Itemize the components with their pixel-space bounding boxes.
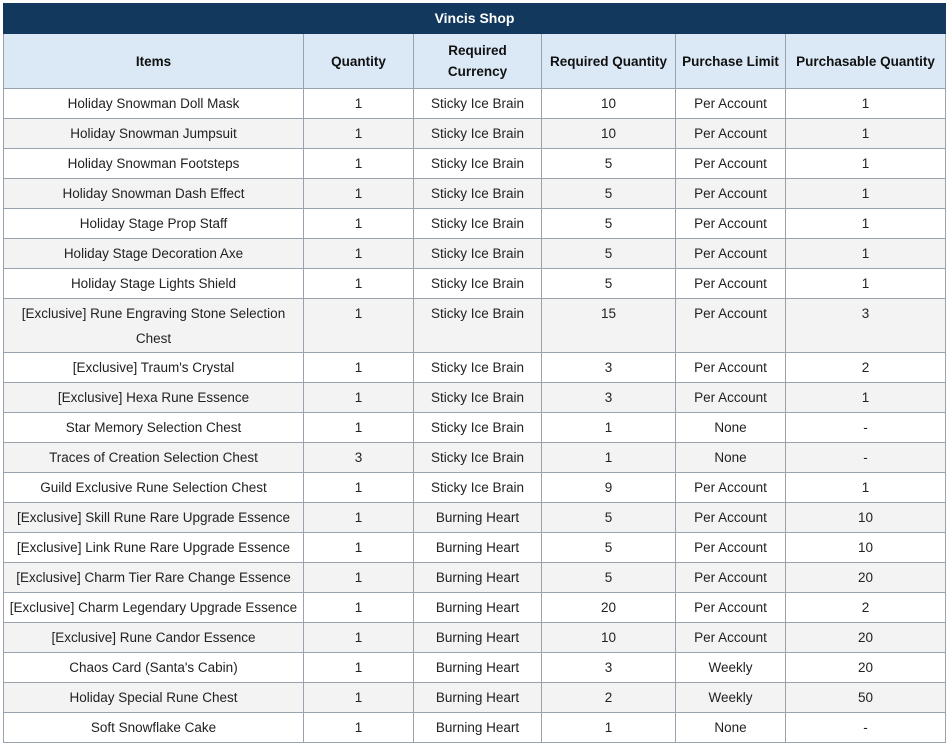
purchase-limit-cell: Per Account bbox=[676, 299, 786, 353]
required-currency-cell: Burning Heart bbox=[414, 503, 542, 533]
item-name-cell: [Exclusive] Traum's Crystal bbox=[4, 353, 304, 383]
purchase-limit-cell: Per Account bbox=[676, 383, 786, 413]
item-name-cell: [Exclusive] Charm Tier Rare Change Essence bbox=[4, 563, 304, 593]
header-required-currency: Required Currency bbox=[414, 34, 542, 89]
table-row bbox=[4, 299, 946, 353]
header-quantity: Quantity bbox=[304, 34, 414, 89]
purchasable-quantity-cell: 20 bbox=[786, 653, 946, 683]
item-name-cell: Chaos Card (Santa's Cabin) bbox=[4, 653, 304, 683]
item-quantity-cell: 1 bbox=[304, 119, 414, 149]
required-quantity-cell: 15 bbox=[542, 299, 676, 353]
table-row bbox=[4, 209, 946, 239]
purchase-limit-cell: Per Account bbox=[676, 149, 786, 179]
required-currency-cell: Burning Heart bbox=[414, 653, 542, 683]
required-quantity-cell: 5 bbox=[542, 149, 676, 179]
required-quantity-cell: 2 bbox=[542, 683, 676, 713]
purchasable-quantity-cell: 2 bbox=[786, 593, 946, 623]
table-row bbox=[4, 593, 946, 623]
purchase-limit-cell: Per Account bbox=[676, 119, 786, 149]
purchase-limit-cell: Weekly bbox=[676, 683, 786, 713]
purchase-limit-cell: Weekly bbox=[676, 653, 786, 683]
item-quantity-cell: 1 bbox=[304, 683, 414, 713]
purchasable-quantity-cell: 1 bbox=[786, 179, 946, 209]
required-quantity-cell: 3 bbox=[542, 653, 676, 683]
item-name-cell: Holiday Stage Lights Shield bbox=[4, 269, 304, 299]
header-required-quantity: Required Quantity bbox=[542, 34, 676, 89]
table-body bbox=[4, 89, 946, 743]
purchase-limit-cell: Per Account bbox=[676, 269, 786, 299]
required-quantity-cell: 5 bbox=[542, 503, 676, 533]
table-row bbox=[4, 623, 946, 653]
purchasable-quantity-cell: 1 bbox=[786, 269, 946, 299]
item-name-cell: [Exclusive] Link Rune Rare Upgrade Essence bbox=[4, 533, 304, 563]
item-quantity-cell: 1 bbox=[304, 563, 414, 593]
purchasable-quantity-cell: 1 bbox=[786, 119, 946, 149]
item-name-cell: Star Memory Selection Chest bbox=[4, 413, 304, 443]
table-title: Vincis Shop bbox=[4, 4, 946, 34]
required-currency-cell: Sticky Ice Brain bbox=[414, 383, 542, 413]
purchasable-quantity-cell: 10 bbox=[786, 533, 946, 563]
item-name-cell: [Exclusive] Charm Legendary Upgrade Essence bbox=[4, 593, 304, 623]
purchasable-quantity-cell: 3 bbox=[786, 299, 946, 353]
required-currency-cell: Sticky Ice Brain bbox=[414, 179, 542, 209]
item-quantity-cell: 1 bbox=[304, 533, 414, 563]
item-name-cell: Guild Exclusive Rune Selection Chest bbox=[4, 473, 304, 503]
item-quantity-cell: 3 bbox=[304, 443, 414, 473]
purchasable-quantity-cell: 1 bbox=[786, 383, 946, 413]
table-row bbox=[4, 149, 946, 179]
item-name-cell: Traces of Creation Selection Chest bbox=[4, 443, 304, 473]
item-quantity-cell: 1 bbox=[304, 713, 414, 743]
required-quantity-cell: 5 bbox=[542, 239, 676, 269]
required-quantity-cell: 5 bbox=[542, 179, 676, 209]
required-currency-cell: Burning Heart bbox=[414, 683, 542, 713]
table-row bbox=[4, 383, 946, 413]
required-quantity-cell: 1 bbox=[542, 713, 676, 743]
required-currency-cell: Sticky Ice Brain bbox=[414, 443, 542, 473]
purchase-limit-cell: Per Account bbox=[676, 473, 786, 503]
purchase-limit-cell: Per Account bbox=[676, 179, 786, 209]
purchasable-quantity-cell: 20 bbox=[786, 623, 946, 653]
purchasable-quantity-cell: 1 bbox=[786, 209, 946, 239]
required-quantity-cell: 5 bbox=[542, 269, 676, 299]
header-items: Items bbox=[4, 34, 304, 89]
purchase-limit-cell: Per Account bbox=[676, 593, 786, 623]
purchase-limit-cell: Per Account bbox=[676, 89, 786, 119]
item-name-cell: Holiday Stage Prop Staff bbox=[4, 209, 304, 239]
required-currency-cell: Sticky Ice Brain bbox=[414, 413, 542, 443]
required-quantity-cell: 5 bbox=[542, 563, 676, 593]
item-quantity-cell: 1 bbox=[304, 383, 414, 413]
item-name-cell: Soft Snowflake Cake bbox=[4, 713, 304, 743]
required-currency-cell: Sticky Ice Brain bbox=[414, 353, 542, 383]
header-purchase-limit: Purchase Limit bbox=[676, 34, 786, 89]
purchase-limit-cell: Per Account bbox=[676, 563, 786, 593]
item-name-cell: Holiday Special Rune Chest bbox=[4, 683, 304, 713]
item-name-cell: [Exclusive] Skill Rune Rare Upgrade Essence bbox=[4, 503, 304, 533]
required-quantity-cell: 20 bbox=[542, 593, 676, 623]
table-row bbox=[4, 269, 946, 299]
required-currency-cell: Burning Heart bbox=[414, 623, 542, 653]
vincis-shop-table bbox=[3, 3, 946, 743]
required-currency-cell: Sticky Ice Brain bbox=[414, 473, 542, 503]
purchasable-quantity-cell: 50 bbox=[786, 683, 946, 713]
item-name-cell: [Exclusive] Rune Candor Essence bbox=[4, 623, 304, 653]
purchasable-quantity-cell: 10 bbox=[786, 503, 946, 533]
purchase-limit-cell: Per Account bbox=[676, 623, 786, 653]
item-quantity-cell: 1 bbox=[304, 413, 414, 443]
purchasable-quantity-cell: - bbox=[786, 713, 946, 743]
required-quantity-cell: 10 bbox=[542, 119, 676, 149]
purchasable-quantity-cell: - bbox=[786, 443, 946, 473]
purchase-limit-cell: None bbox=[676, 443, 786, 473]
required-quantity-cell: 5 bbox=[542, 533, 676, 563]
item-quantity-cell: 1 bbox=[304, 179, 414, 209]
purchasable-quantity-cell: 1 bbox=[786, 149, 946, 179]
required-currency-cell: Sticky Ice Brain bbox=[414, 89, 542, 119]
table-row bbox=[4, 473, 946, 503]
purchase-limit-cell: Per Account bbox=[676, 503, 786, 533]
item-quantity-cell: 1 bbox=[304, 239, 414, 269]
required-quantity-cell: 1 bbox=[542, 413, 676, 443]
purchasable-quantity-cell: 1 bbox=[786, 473, 946, 503]
item-name-cell: Holiday Snowman Doll Mask bbox=[4, 89, 304, 119]
table-row bbox=[4, 533, 946, 563]
table-row bbox=[4, 653, 946, 683]
item-quantity-cell: 1 bbox=[304, 623, 414, 653]
required-currency-cell: Sticky Ice Brain bbox=[414, 209, 542, 239]
required-quantity-cell: 9 bbox=[542, 473, 676, 503]
required-currency-cell: Sticky Ice Brain bbox=[414, 239, 542, 269]
table-title-row bbox=[4, 4, 946, 34]
purchase-limit-cell: Per Account bbox=[676, 239, 786, 269]
item-quantity-cell: 1 bbox=[304, 89, 414, 119]
purchase-limit-cell: Per Account bbox=[676, 353, 786, 383]
item-quantity-cell: 1 bbox=[304, 653, 414, 683]
required-quantity-cell: 5 bbox=[542, 209, 676, 239]
required-currency-cell: Burning Heart bbox=[414, 563, 542, 593]
table-row bbox=[4, 239, 946, 269]
item-quantity-cell: 1 bbox=[304, 353, 414, 383]
table-row bbox=[4, 563, 946, 593]
header-purchasable-quantity: Purchasable Quantity bbox=[786, 34, 946, 89]
item-quantity-cell: 1 bbox=[304, 209, 414, 239]
item-quantity-cell: 1 bbox=[304, 269, 414, 299]
table-row bbox=[4, 503, 946, 533]
item-name-cell: Holiday Stage Decoration Axe bbox=[4, 239, 304, 269]
required-quantity-cell: 10 bbox=[542, 623, 676, 653]
required-quantity-cell: 3 bbox=[542, 383, 676, 413]
item-name-cell: Holiday Snowman Footsteps bbox=[4, 149, 304, 179]
purchasable-quantity-cell: 20 bbox=[786, 563, 946, 593]
item-quantity-cell: 1 bbox=[304, 473, 414, 503]
table-row bbox=[4, 179, 946, 209]
table-row bbox=[4, 353, 946, 383]
item-quantity-cell: 1 bbox=[304, 593, 414, 623]
item-name-cell: Holiday Snowman Jumpsuit bbox=[4, 119, 304, 149]
required-currency-cell: Sticky Ice Brain bbox=[414, 119, 542, 149]
purchasable-quantity-cell: 1 bbox=[786, 239, 946, 269]
purchase-limit-cell: None bbox=[676, 413, 786, 443]
required-quantity-cell: 1 bbox=[542, 443, 676, 473]
purchasable-quantity-cell: 1 bbox=[786, 89, 946, 119]
table-row bbox=[4, 713, 946, 743]
required-quantity-cell: 10 bbox=[542, 89, 676, 119]
table-row bbox=[4, 89, 946, 119]
item-name-cell: [Exclusive] Hexa Rune Essence bbox=[4, 383, 304, 413]
item-quantity-cell: 1 bbox=[304, 299, 414, 353]
required-quantity-cell: 3 bbox=[542, 353, 676, 383]
item-quantity-cell: 1 bbox=[304, 503, 414, 533]
purchase-limit-cell: Per Account bbox=[676, 209, 786, 239]
required-currency-cell: Burning Heart bbox=[414, 593, 542, 623]
table-row bbox=[4, 683, 946, 713]
table-row bbox=[4, 413, 946, 443]
required-currency-cell: Sticky Ice Brain bbox=[414, 269, 542, 299]
required-currency-cell: Sticky Ice Brain bbox=[414, 149, 542, 179]
purchasable-quantity-cell: 2 bbox=[786, 353, 946, 383]
purchase-limit-cell: Per Account bbox=[676, 533, 786, 563]
purchase-limit-cell: None bbox=[676, 713, 786, 743]
item-name-cell: [Exclusive] Rune Engraving Stone Selection Chest bbox=[4, 299, 304, 353]
item-quantity-cell: 1 bbox=[304, 149, 414, 179]
table-row bbox=[4, 119, 946, 149]
table-header-row bbox=[4, 34, 946, 89]
required-currency-cell: Burning Heart bbox=[414, 713, 542, 743]
required-currency-cell: Sticky Ice Brain bbox=[414, 299, 542, 353]
purchasable-quantity-cell: - bbox=[786, 413, 946, 443]
required-currency-cell: Burning Heart bbox=[414, 533, 542, 563]
item-name-cell: Holiday Snowman Dash Effect bbox=[4, 179, 304, 209]
table-row bbox=[4, 443, 946, 473]
